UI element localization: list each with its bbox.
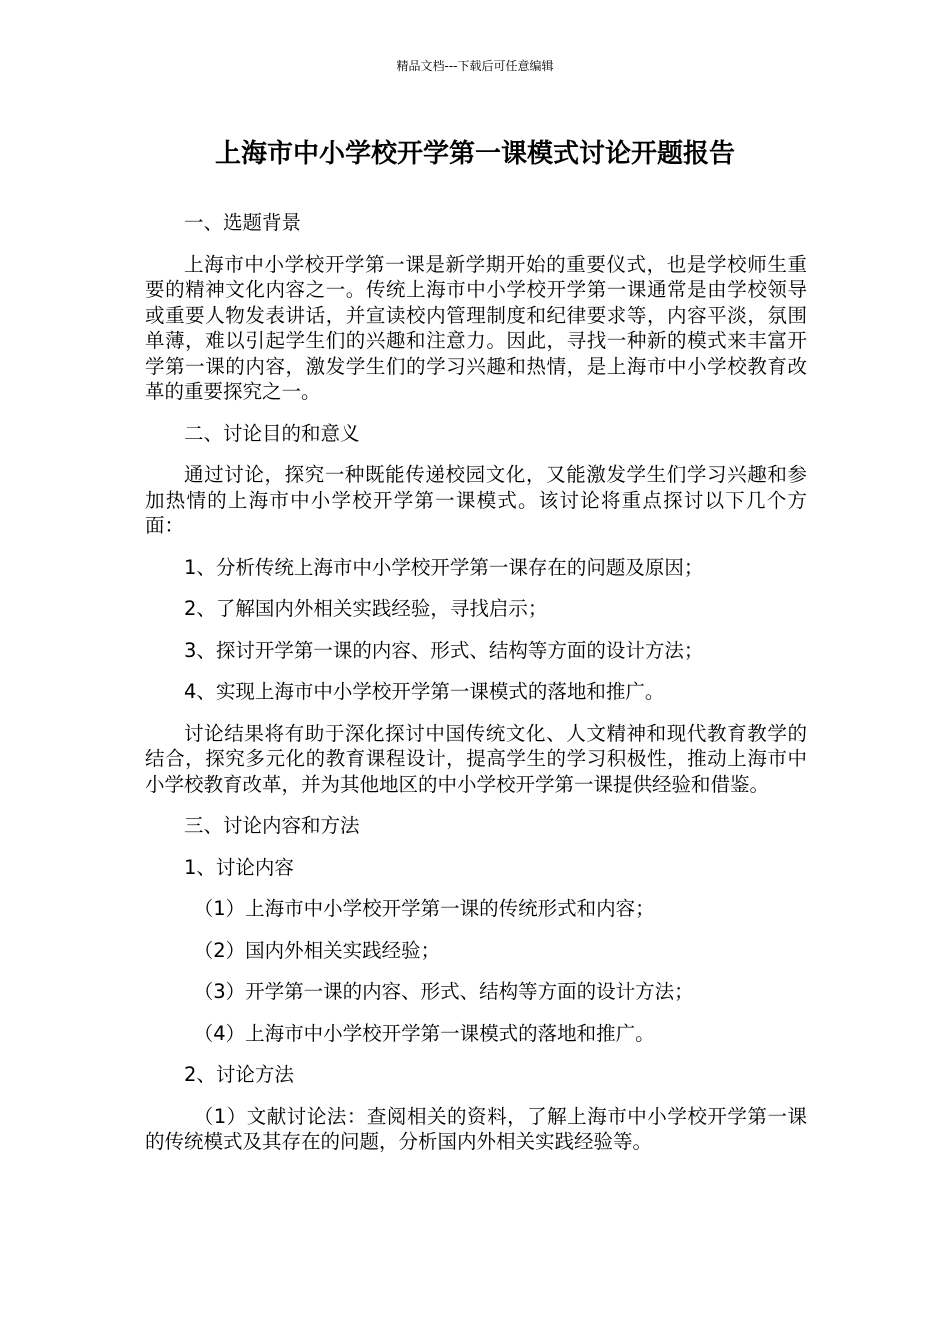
paragraph-purpose: 通过讨论，探究一种既能传递校园文化，又能激发学生们学习兴趣和参加热情的上海市中小学校开学第一课模式。该讨论将重点探讨以下几个方面： <box>145 463 807 537</box>
document-body <box>145 210 807 1171</box>
subheading-method: 2、讨论方法 <box>184 1063 294 1086</box>
list-item-purpose-4: 4、实现上海市中小学校开学第一课模式的落地和推广。 <box>184 680 665 703</box>
paragraph-significance: 讨论结果将有助于深化探讨中国传统文化、人文精神和现代教育教学的结合，探究多元化的教育课程设计，提高学生的学习积极性，推动上海市中小学校教育改革，并为其他地区的中小学校开学第一课提供经验和借鉴。 <box>145 721 807 796</box>
subheading-content: 1、讨论内容 <box>184 855 294 879</box>
list-item-content-1: （1）上海市中小学校开学第一课的传统形式和内容； <box>193 897 655 920</box>
list-item-method-1: （1）文献讨论法：查阅相关的资料，了解上海市中小学校开学第一课的传统模式及其存在的问题，分析国内外相关实践经验等。 <box>145 1104 807 1153</box>
section-heading-background: 一、选题背景 <box>184 211 302 234</box>
list-item-purpose-3: 3、探讨开学第一课的内容、形式、结构等方面的设计方法； <box>184 638 704 662</box>
section-heading-purpose: 二、讨论目的和意义 <box>184 421 360 445</box>
list-item-content-2: （2）国内外相关实践经验； <box>193 938 441 962</box>
list-item-content-3: （3）开学第一课的内容、形式、结构等方面的设计方法； <box>193 980 694 1003</box>
paragraph-background: 上海市中小学校开学第一课是新学期开始的重要仪式，也是学校师生重要的精神文化内容之一。传统上海市中小学校开学第一课通常是由学校领导或重要人物发表讲话，并宣读校内管理制度和纪律要求等，内容平淡，氛围单薄，难以引起学生们的兴趣和注意力。因此，寻找一种新的模式来丰富开学第一课的内容，激发学生们的学习兴趣和热情，是上海市中小学校教育改革的重要探究之一。 <box>145 252 807 403</box>
document-title: 上海市中小学校开学第一课模式讨论开题报告 <box>214 139 735 169</box>
list-item-purpose-1: 1、分析传统上海市中小学校开学第一课存在的问题及原因； <box>184 555 704 579</box>
list-item-content-4: （4）上海市中小学校开学第一课模式的落地和推广。 <box>193 1021 655 1045</box>
section-heading-content-method: 三、讨论内容和方法 <box>184 814 360 837</box>
header-watermark: 精品文档---下载后可任意编辑 <box>396 59 554 73</box>
list-item-purpose-2: 2、了解国内外相关实践经验，寻找启示； <box>184 597 548 620</box>
